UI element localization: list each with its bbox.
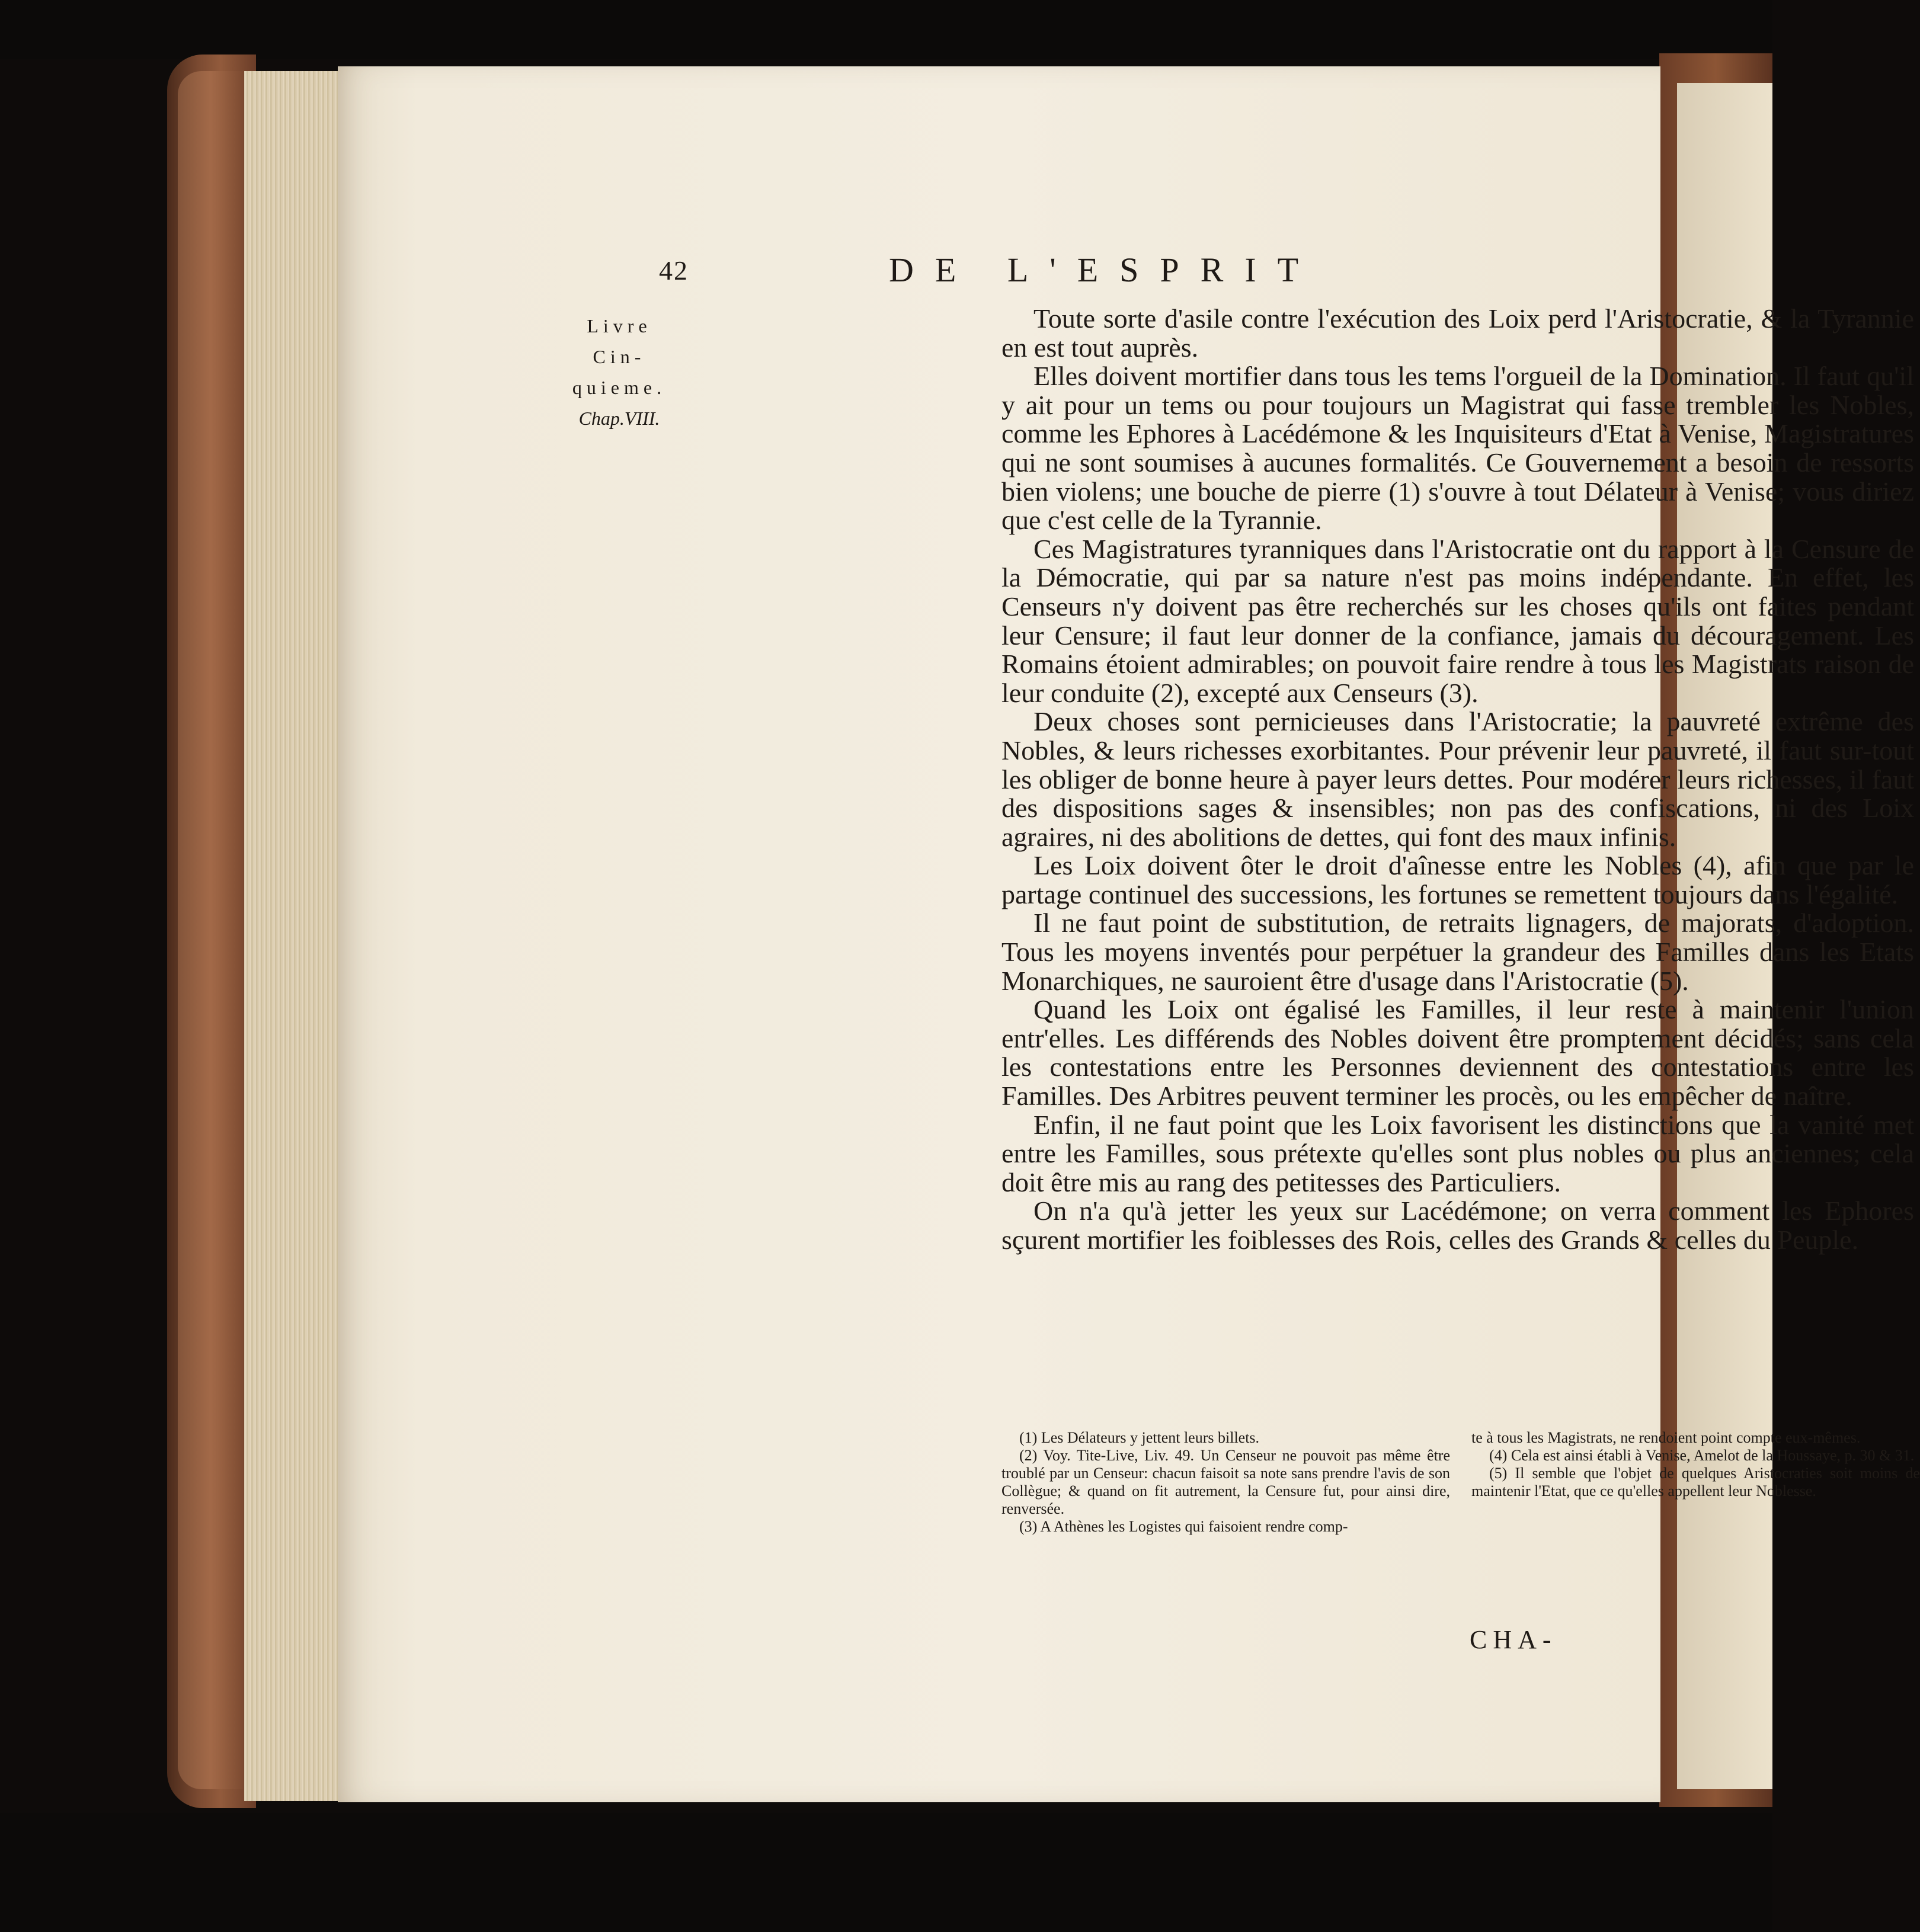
background-bottom (0, 1813, 1772, 1932)
paragraph: Ces Magistratures tyranniques dans l'Aristocratie ont du rapport à la Censure de la Démocratie, qui par sa nature n'est pas moins indépendante. En effet, les Censeurs n'y doivent pas être recherchés sur les choses qu'ils ont faites pendant leur Censure; il faut leur donner de la confiance, jamais du découragement. Les Romains étoient admirables; on pouvoit faire rendre à tous les Magistrats raison de leur conduite (2), excepté aux Censeurs (3). (1001, 533, 1914, 708)
footnotes-right-column (1471, 1429, 1920, 1536)
footnote: (4) Cela est ainsi établi à Venise, Amelot de la Houssaye, p. 30 & 31. (1489, 1447, 1915, 1464)
paragraph: Les Loix doivent ôter le droit d'aînesse entre les Nobles (4), afin que par le partage continuel des successions, les fortunes se remettent toujours dans l'égalité. (1001, 850, 1914, 909)
paragraph: Toute sorte d'asile contre l'exécution des Loix perd l'Aristocratie, & la Tyrannie en est tout auprès. (1001, 303, 1914, 363)
page-stack-edge (244, 71, 345, 1801)
footnotes-left-column (1001, 1429, 1450, 1536)
running-head: DE L'ESPRIT (889, 251, 1320, 289)
book-page (338, 66, 1920, 1802)
paragraph: Elles doivent mortifier dans tous les tems l'orgueil de la Domination. Il faut qu'il y ait pour un tems ou pour toujours un Magistrat qui fasse trembler les Nobles, comme les Ephores à Lacédémone & les Inquisiteurs d'Etat à Venise, Magistratures qui ne sont soumises à aucunes formalités. Ce Gouvernement a besoin de ressorts bien violens; une bouche de pierre (1) s'ouvre à tout Délateur à Venise; vous diriez que c'est celle de la Tyrannie. (1001, 361, 1914, 536)
footnote: (1) Les Délateurs y jettent leurs billets. (1019, 1429, 1260, 1446)
background (0, 0, 1772, 59)
paragraph: Enfin, il ne faut point que les Loix favorisent les distinctions que la vanité met entre les Familles, sous prétexte qu'elles sont plus nobles ou plus anciennes; cela doit être mis au rang des petitesses des Particuliers. (1001, 1109, 1914, 1197)
body-text (1001, 305, 1914, 1255)
paragraph: Il ne faut point de substitution, de retraits lignagers, de majorats, d'adoption. Tous les moyens inventés pour perpétuer la grandeur des Familles dans les Etats Monarchiques, ne sauroient être d'usage dans l'Aristocratie (5). (1001, 908, 1914, 996)
leather-binding-edge (178, 71, 243, 1789)
footnote: (2) Voy. Tite-Live, Liv. 49. Un Censeur ne pouvoit pas même être troublé par un Censeur: chacun faisoit sa note sans prendre l'avis de son Collègue; & quand on fit autrement, la Censure fut, pour ainsi dire, renversée. (1001, 1447, 1450, 1517)
catchword: CHA- (1470, 1625, 1557, 1654)
margin-note-cin: Cin- (593, 346, 646, 367)
footnote: (5) Il semble que l'objet de quelques Aristocraties soit moins de maintenir l'Etat, que ce qu'elles appellent leur Noblesse. (1471, 1465, 1920, 1500)
footnote: (3) A Athènes les Logistes qui faisoient rendre comp- (1019, 1518, 1348, 1535)
footnote: te à tous les Magistrats, ne rendoient point compte eux-mêmes. (1471, 1429, 1861, 1446)
paragraph: Deux choses sont pernicieuses dans l'Aristocratie; la pauvreté extrême des Nobles, & leurs richesses exorbitantes. Pour prévenir leur pauvreté, il faut sur-tout les obliger de bonne heure à payer leurs dettes. Pour modérer leurs richesses, il faut des dispositions sages & insensibles; non pas des confiscations, ni des Loix agraires, ni des abolitions de dettes, qui font des maux infinis. (1001, 706, 1914, 852)
paragraph: On n'a qu'à jetter les yeux sur Lacédémone; on verra comment les Ephores sçurent mortifier les foiblesses des Rois, celles des Grands & celles du Peuple. (1001, 1196, 1914, 1255)
margin-note (557, 310, 681, 434)
paragraph: Quand les Loix ont égalisé les Familles, il leur reste à maintenir l'union entr'elles. Les différends des Nobles doivent être promptement décidés; sans cela les contestations entre les Personnes deviennent des contestations entre les Familles. Des Arbitres peuvent terminer les procès, ou les empêcher de naître. (1001, 994, 1914, 1111)
page-header (338, 251, 1660, 290)
margin-note-chapter: Chap.VIII. (578, 408, 660, 429)
page-number: 42 (659, 255, 689, 286)
footnotes (1001, 1429, 1920, 1536)
margin-note-quieme: quieme. (572, 377, 667, 398)
margin-note-livre: Livre (587, 315, 652, 337)
